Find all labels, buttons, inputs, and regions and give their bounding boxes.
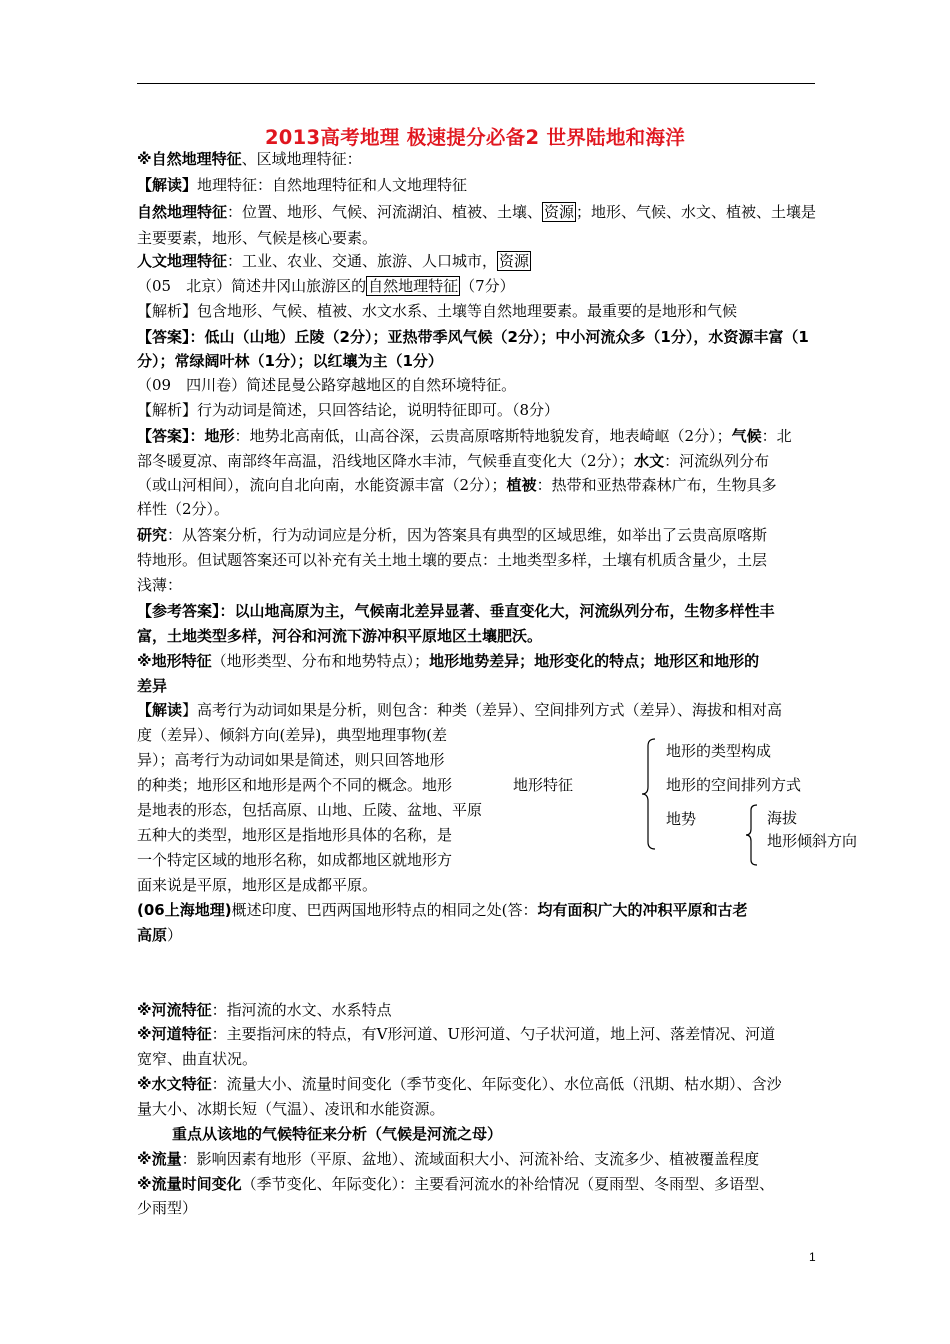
- text-line: 主要要素，地形、气候是核心要素。: [137, 229, 378, 247]
- text-line: [137, 451, 769, 471]
- boxed-term: 资源: [499, 252, 530, 270]
- text-line: [137, 1174, 774, 1194]
- diagram-arrangement: 地形的空间排列方式: [666, 776, 802, 794]
- text: （05 北京）简述井冈山旅游区的: [137, 277, 367, 295]
- bold-text: 【解读】: [137, 176, 198, 194]
- text: （或山河相间），流向自北向南，水能资源丰富（2分）；: [137, 476, 507, 494]
- header-rule: [137, 83, 815, 84]
- text-line: [137, 251, 531, 271]
- text-line: [137, 149, 362, 169]
- brace-large: [641, 738, 657, 850]
- text-line: 异）；高考行为动词如果是简述，则只回答地形: [137, 751, 445, 769]
- bold-text: 人文地理特征: [137, 252, 228, 270]
- text-line: 差异: [137, 677, 168, 695]
- bold-text: ※地形特征: [137, 652, 212, 670]
- text: 部冬暖夏凉、南部终年高温，沿线地区降水丰沛，气候垂直变化大（2分）；: [137, 452, 635, 470]
- text-line: 样性（2分）。: [137, 500, 230, 518]
- text-line: 的种类；地形区和地形是两个不同的概念。地形: [137, 776, 453, 794]
- bold-text: ※河流特征: [137, 1001, 212, 1019]
- text: 概述印度、巴西两国地形特点的相同之处(答：: [231, 901, 538, 919]
- bold-text: 均有面积广大的冲积平原和古老: [537, 901, 748, 919]
- text-line: 富，土地类型多样，河谷和河流下游冲积平原地区土壤肥沃。: [137, 627, 543, 645]
- text: ：流量大小、流量时间变化（季节变化、年际变化）、水位高低（汛期、枯水期）、含沙: [211, 1075, 782, 1093]
- bold-text: 地形地势差异；地形变化的特点；地形区和地形的: [429, 652, 760, 670]
- text: ；地形、气候、水文、植被、土壤是: [576, 203, 817, 221]
- diagram-terrain: 地势: [666, 810, 697, 828]
- text-line: [137, 276, 515, 296]
- brace-small: [745, 804, 759, 866]
- text: ：位置、地形、气候、河流湖泊、植被、土壤、: [227, 203, 543, 221]
- text-line: 【参考答案】：以山地高原为主，气候南北差异显著、垂直变化大，河流纵列分布，生物多样性丰: [137, 602, 775, 620]
- text-line: 度（差异）、倾斜方向(差异)，典型地理事物(差: [137, 726, 448, 744]
- bold-text: ※水文特征: [137, 1075, 212, 1093]
- text-line: 【答案】：低山（山地）丘陵（2分）；亚热带季风气候（2分）；中小河流众多（1分），水资源丰富（1: [137, 328, 809, 346]
- text: ：从答案分析，行为动词应是分析，因为答案具有典型的区域思维，如举出了云贵高原喀斯: [167, 526, 768, 544]
- text-line: 【解析】行为动词是简述，只回答结论，说明特征即可。（8分）: [137, 401, 560, 419]
- text: 、区域地理特征：: [241, 150, 362, 168]
- text-line: 量大小、冰期长短（气温）、凌讯和水能资源。: [137, 1100, 445, 1118]
- text-line: 【解析】包含地形、气候、植被、水文水系、土壤等自然地理要素。最重要的是地形和气候: [137, 302, 738, 320]
- text-line: [137, 1074, 782, 1094]
- text: ：地势北高南低，山高谷深，云贵高原喀斯特地貌发育，地表崎岖（2分）；: [234, 427, 732, 445]
- text-line: 五种大的类型，地形区是指地形具体的名称，是: [137, 826, 453, 844]
- text-line: 少雨型）: [137, 1199, 198, 1217]
- text-line: （09 四川卷）简述昆曼公路穿越地区的自然环境特征。: [137, 376, 517, 394]
- text-line: 分）；常绿阔叶林（1分）；以红壤为主（1分）: [137, 352, 443, 370]
- text-line: [137, 202, 816, 222]
- text: ：主要指河床的特点，有V形河道、U形河道、勺子状河道，地上河、落差情况、河道: [211, 1025, 776, 1043]
- text-line: [137, 1149, 759, 1169]
- bold-text: 自然地理特征: [137, 203, 228, 221]
- bold-text: 植被: [506, 476, 537, 494]
- bold-text: 气候: [731, 427, 762, 445]
- bold-text: ※流量: [137, 1150, 182, 1168]
- diagram-root: 地形特征: [513, 776, 574, 794]
- bold-text: (06上海地理): [137, 901, 232, 919]
- text-line: 面来说是平原，地形区是成都平原。: [137, 876, 378, 894]
- diagram-type: 地形的类型构成: [666, 742, 772, 760]
- page-title: 2013高考地理 极速提分必备2 世界陆地和海洋: [264, 126, 686, 149]
- text-line: [137, 175, 467, 195]
- text-line: [137, 525, 767, 545]
- text-line: 浅薄：: [137, 576, 183, 594]
- text: 】高考行为动词如果是分析，则包含：种类（差异）、空间排列方式（差异）、海拔和相对高: [182, 701, 783, 719]
- text-line: 是地表的形态，包括高原、山地、丘陵、盆地、平原: [137, 801, 483, 819]
- bold-text: ※流量时间变化: [137, 1175, 242, 1193]
- bold-text: 研究: [137, 526, 168, 544]
- boxed-term: 资源: [544, 203, 575, 221]
- text-line: [137, 426, 792, 446]
- text-line: 宽窄、曲直状况。: [137, 1050, 258, 1068]
- bold-text: 高原: [137, 926, 168, 944]
- text-line: [137, 651, 759, 671]
- bold-text: 水文: [634, 452, 665, 470]
- text: 地理特征：自然地理特征和人文地理特征: [197, 176, 468, 194]
- diagram-slope: 地形倾斜方向: [767, 832, 858, 850]
- bold-text: 【解读: [137, 701, 183, 719]
- text: （季节变化、年际变化）：主要看河流水的补给情况（夏雨型、冬雨型、多语型、: [241, 1175, 775, 1193]
- text-line: [137, 700, 782, 720]
- text: ：北: [761, 427, 792, 445]
- bold-text: 【答案】：地形: [137, 427, 235, 445]
- text: ：热带和亚热带森林广布，生物具多: [536, 476, 777, 494]
- diagram-altitude: 海拔: [767, 809, 798, 827]
- text-line: 一个特定区域的地形名称，如成都地区就地形方: [137, 851, 453, 869]
- text: ：指河流的水文、水系特点: [211, 1001, 392, 1019]
- text: ：河流纵列分布: [664, 452, 770, 470]
- text-line: [137, 900, 747, 920]
- page-number: 1: [809, 1250, 816, 1264]
- text: （地形类型、分布和地势特点）；: [211, 652, 430, 670]
- boxed-term: 自然地理特征: [368, 277, 459, 295]
- text: ：影响因素有地形（平原、盆地）、流域面积大小、河流补给、支流多少、植被覆盖程度: [181, 1150, 760, 1168]
- text: （7分）: [460, 277, 515, 295]
- bold-text: ※自然地理特征: [137, 150, 242, 168]
- text: ）: [167, 926, 183, 944]
- text-line: 特地形。但试题答案还可以补充有关土地土壤的要点：土地类型多样，土壤有机质含量少，土层: [137, 551, 768, 569]
- bold-text: ※河道特征: [137, 1025, 212, 1043]
- text-line: [137, 475, 777, 495]
- text-line: [137, 925, 182, 945]
- text-line: [137, 1024, 775, 1044]
- text-line: 重点从该地的气候特征来分析（气候是河流之母）: [172, 1125, 503, 1143]
- text-line: [137, 1000, 392, 1020]
- text: ：工业、农业、交通、旅游、人口城市，: [227, 252, 498, 270]
